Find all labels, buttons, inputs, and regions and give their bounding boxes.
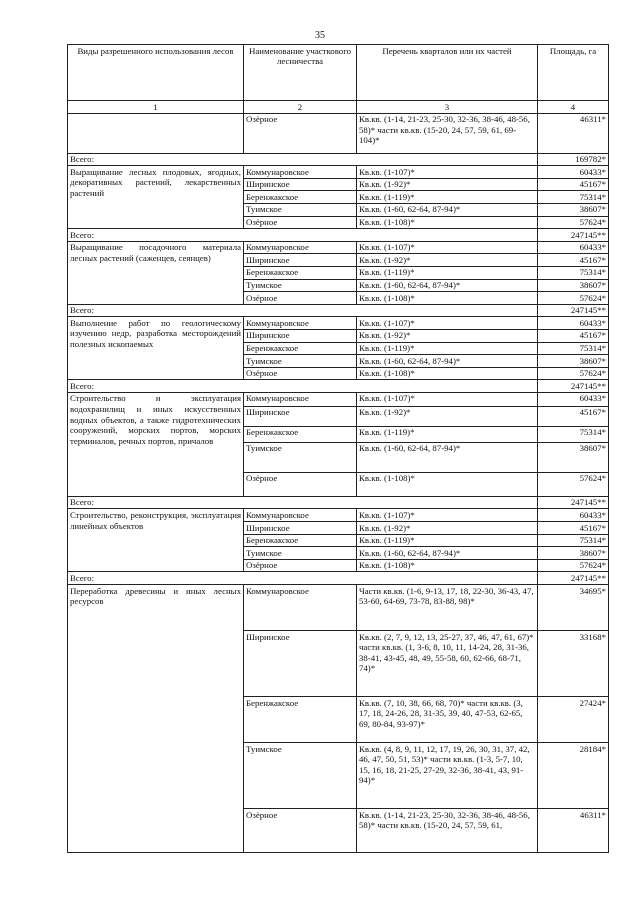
district-cell: Ширинское [244,522,357,535]
area-cell: 46311* [538,113,609,153]
district-cell: Туимское [244,442,357,472]
use-type-cell: Строительство и эксплуатация водохранилищ и иных искусственных водных объектов, а также гидротехнических сооружений, морских портов, морских терминалов, речных портов, причалов [68,392,244,496]
total-value: 247145** [538,304,609,317]
district-cell: Коммунаровское [244,166,357,179]
quarters-cell: Кв.кв. (1-119)* [357,191,538,204]
quarters-cell: Кв.кв. (1-107)* [357,241,538,254]
area-cell: 38607* [538,203,609,216]
quarters-cell: Кв.кв. (7, 10, 38, 66, 68, 70)* части кв.кв. (3, 17, 18, 24-26, 28, 31-35, 39, 40, 47-53, 62-65, 69, 80-84, 93-97)* [357,697,538,743]
area-cell: 57624* [538,559,609,572]
area-cell: 46311* [538,809,609,853]
quarters-cell: Кв.кв. (1-108)* [357,216,538,229]
use-type-cell: Выращивание посадочного материала лесных растений (саженцев, сеянцев) [68,241,244,304]
total-row [68,304,609,317]
district-cell: Туимское [244,279,357,292]
quarters-cell: Кв.кв. (1-107)* [357,509,538,522]
district-cell: Ширинское [244,254,357,267]
area-cell: 60433* [538,166,609,179]
area-cell: 45167* [538,254,609,267]
district-cell: Озёрное [244,113,357,153]
column-number: 4 [538,101,609,114]
district-cell: Туимское [244,355,357,368]
total-label: Всего: [68,380,538,393]
quarters-cell: Кв.кв. (1-60, 62-64, 87-94)* [357,442,538,472]
use-type-cell: Переработка древесины и иных лесных ресурсов [68,585,244,853]
quarters-cell: Кв.кв. (1-60, 62-64, 87-94)* [357,547,538,560]
district-cell: Туимское [244,743,357,809]
forest-use-table [67,44,609,853]
header-district: Наименование участкового лесничества [244,45,357,101]
district-cell: Беренжакское [244,697,357,743]
header-use-type: Виды разрешенного использования лесов [68,45,244,101]
district-cell: Коммунаровское [244,317,357,330]
use-type-cell: Строительство, реконструкция, эксплуатация линейных объектов [68,509,244,572]
use-type-cell [68,113,244,153]
total-value: 169782* [538,153,609,166]
total-label: Всего: [68,304,538,317]
district-cell: Ширинское [244,178,357,191]
district-cell: Беренжакское [244,342,357,355]
use-type-cell: Выращивание лесных плодовых, ягодных, декоративных растений, лекарственных растений [68,166,244,229]
quarters-cell: Кв.кв. (1-107)* [357,317,538,330]
district-cell: Туимское [244,547,357,560]
area-cell: 45167* [538,329,609,342]
district-cell: Беренжакское [244,426,357,442]
quarters-cell: Кв.кв. (1-92)* [357,254,538,267]
quarters-cell: Кв.кв. (1-60, 62-64, 87-94)* [357,279,538,292]
quarters-cell: Кв.кв. (1-119)* [357,426,538,442]
area-cell: 75314* [538,426,609,442]
area-cell: 45167* [538,522,609,535]
area-cell: 38607* [538,279,609,292]
quarters-cell: Кв.кв. (1-119)* [357,342,538,355]
area-cell: 45167* [538,406,609,426]
district-cell: Коммунаровское [244,585,357,631]
area-cell: 27424* [538,697,609,743]
area-cell: 60433* [538,317,609,330]
district-cell: Озёрное [244,292,357,305]
total-label: Всего: [68,572,538,585]
area-cell: 60433* [538,509,609,522]
table-row [68,509,609,522]
district-cell: Коммунаровское [244,241,357,254]
quarters-cell: Кв.кв. (1-108)* [357,292,538,305]
area-cell: 57624* [538,292,609,305]
quarters-cell: Кв.кв. (4, 8, 9, 11, 12, 17, 19, 26, 30, 31, 37, 42, 46, 47, 50, 51, 53)* части кв.кв. (1-3, 5-7, 10, 15, 16, 18, 21-25, 27-29, 32-36, 38-41, 43, 91-94)* [357,743,538,809]
area-cell: 38607* [538,547,609,560]
column-number: 3 [357,101,538,114]
district-cell: Ширинское [244,406,357,426]
area-cell: 57624* [538,216,609,229]
table-row [68,113,609,153]
quarters-cell: Кв.кв. (1-107)* [357,166,538,179]
area-cell: 33168* [538,631,609,697]
total-row [68,496,609,509]
area-cell: 60433* [538,392,609,406]
total-row [68,153,609,166]
district-cell: Беренжакское [244,534,357,547]
area-cell: 38607* [538,442,609,472]
total-label: Всего: [68,229,538,242]
district-cell: Ширинское [244,631,357,697]
column-number: 2 [244,101,357,114]
area-cell: 75314* [538,266,609,279]
area-cell: 57624* [538,472,609,496]
use-type-cell: Выполнение работ по геологическому изучению недр, разработка месторождений полезных ископаемых [68,317,244,380]
district-cell: Озёрное [244,367,357,380]
quarters-cell: Кв.кв. (1-14, 21-23, 25-30, 32-36, 38-46, 48-56, 58)* части кв.кв. (15-20, 24, 57, 59, 61, 69-104)* [357,113,538,153]
district-cell: Озёрное [244,216,357,229]
total-label: Всего: [68,496,538,509]
quarters-cell: Кв.кв. (1-60, 62-64, 87-94)* [357,355,538,368]
area-cell: 38607* [538,355,609,368]
quarters-cell: Кв.кв. (1-92)* [357,178,538,191]
header-area: Площадь, га [538,45,609,101]
total-row [68,572,609,585]
quarters-cell: Части кв.кв. (1-6, 9-13, 17, 18, 22-30, 36-43, 47, 53-60, 64-69, 73-78, 83-88, 98)* [357,585,538,631]
quarters-cell: Кв.кв. (1-92)* [357,329,538,342]
quarters-cell: Кв.кв. (1-92)* [357,406,538,426]
total-value: 247145** [538,380,609,393]
area-cell: 75314* [538,191,609,204]
quarters-cell: Кв.кв. (1-108)* [357,367,538,380]
table-row [68,392,609,406]
area-cell: 45167* [538,178,609,191]
total-value: 247145** [538,496,609,509]
quarters-cell: Кв.кв. (1-119)* [357,534,538,547]
total-value: 247145** [538,572,609,585]
column-number: 1 [68,101,244,114]
total-value: 247145** [538,229,609,242]
total-row [68,380,609,393]
area-cell: 75314* [538,342,609,355]
quarters-cell: Кв.кв. (1-14, 21-23, 25-30, 32-36, 38-46, 48-56, 58)* части кв.кв. (15-20, 24, 57, 59, 61, [357,809,538,853]
column-number-row [68,101,609,114]
area-cell: 75314* [538,534,609,547]
district-cell: Озёрное [244,472,357,496]
total-label: Всего: [68,153,538,166]
quarters-cell: Кв.кв. (1-60, 62-64, 87-94)* [357,203,538,216]
district-cell: Туимское [244,203,357,216]
table-row [68,166,609,179]
district-cell: Коммунаровское [244,509,357,522]
quarters-cell: Кв.кв. (1-107)* [357,392,538,406]
table-header-row [68,45,609,101]
district-cell: Озёрное [244,809,357,853]
quarters-cell: Кв.кв. (1-108)* [357,559,538,572]
district-cell: Озёрное [244,559,357,572]
district-cell: Беренжакское [244,266,357,279]
header-quarters: Перечень кварталов или их частей [357,45,538,101]
area-cell: 60433* [538,241,609,254]
quarters-cell: Кв.кв. (1-119)* [357,266,538,279]
table-row [68,585,609,631]
page-number: 35 [315,30,325,41]
area-cell: 57624* [538,367,609,380]
table-row [68,241,609,254]
quarters-cell: Кв.кв. (1-92)* [357,522,538,535]
quarters-cell: Кв.кв. (1-108)* [357,472,538,496]
area-cell: 34695* [538,585,609,631]
district-cell: Коммунаровское [244,392,357,406]
area-cell: 28184* [538,743,609,809]
table-row [68,317,609,330]
total-row [68,229,609,242]
district-cell: Ширинское [244,329,357,342]
quarters-cell: Кв.кв. (2, 7, 9, 12, 13, 25-27, 37, 46, 47, 61, 67)* части кв.кв. (1, 3-6, 8, 10, 11, 14-24, 28, 31-36, 38-41, 43-45, 48, 49, 55-58, 60, 62-66, 68-71, 74)* [357,631,538,697]
district-cell: Беренжакское [244,191,357,204]
